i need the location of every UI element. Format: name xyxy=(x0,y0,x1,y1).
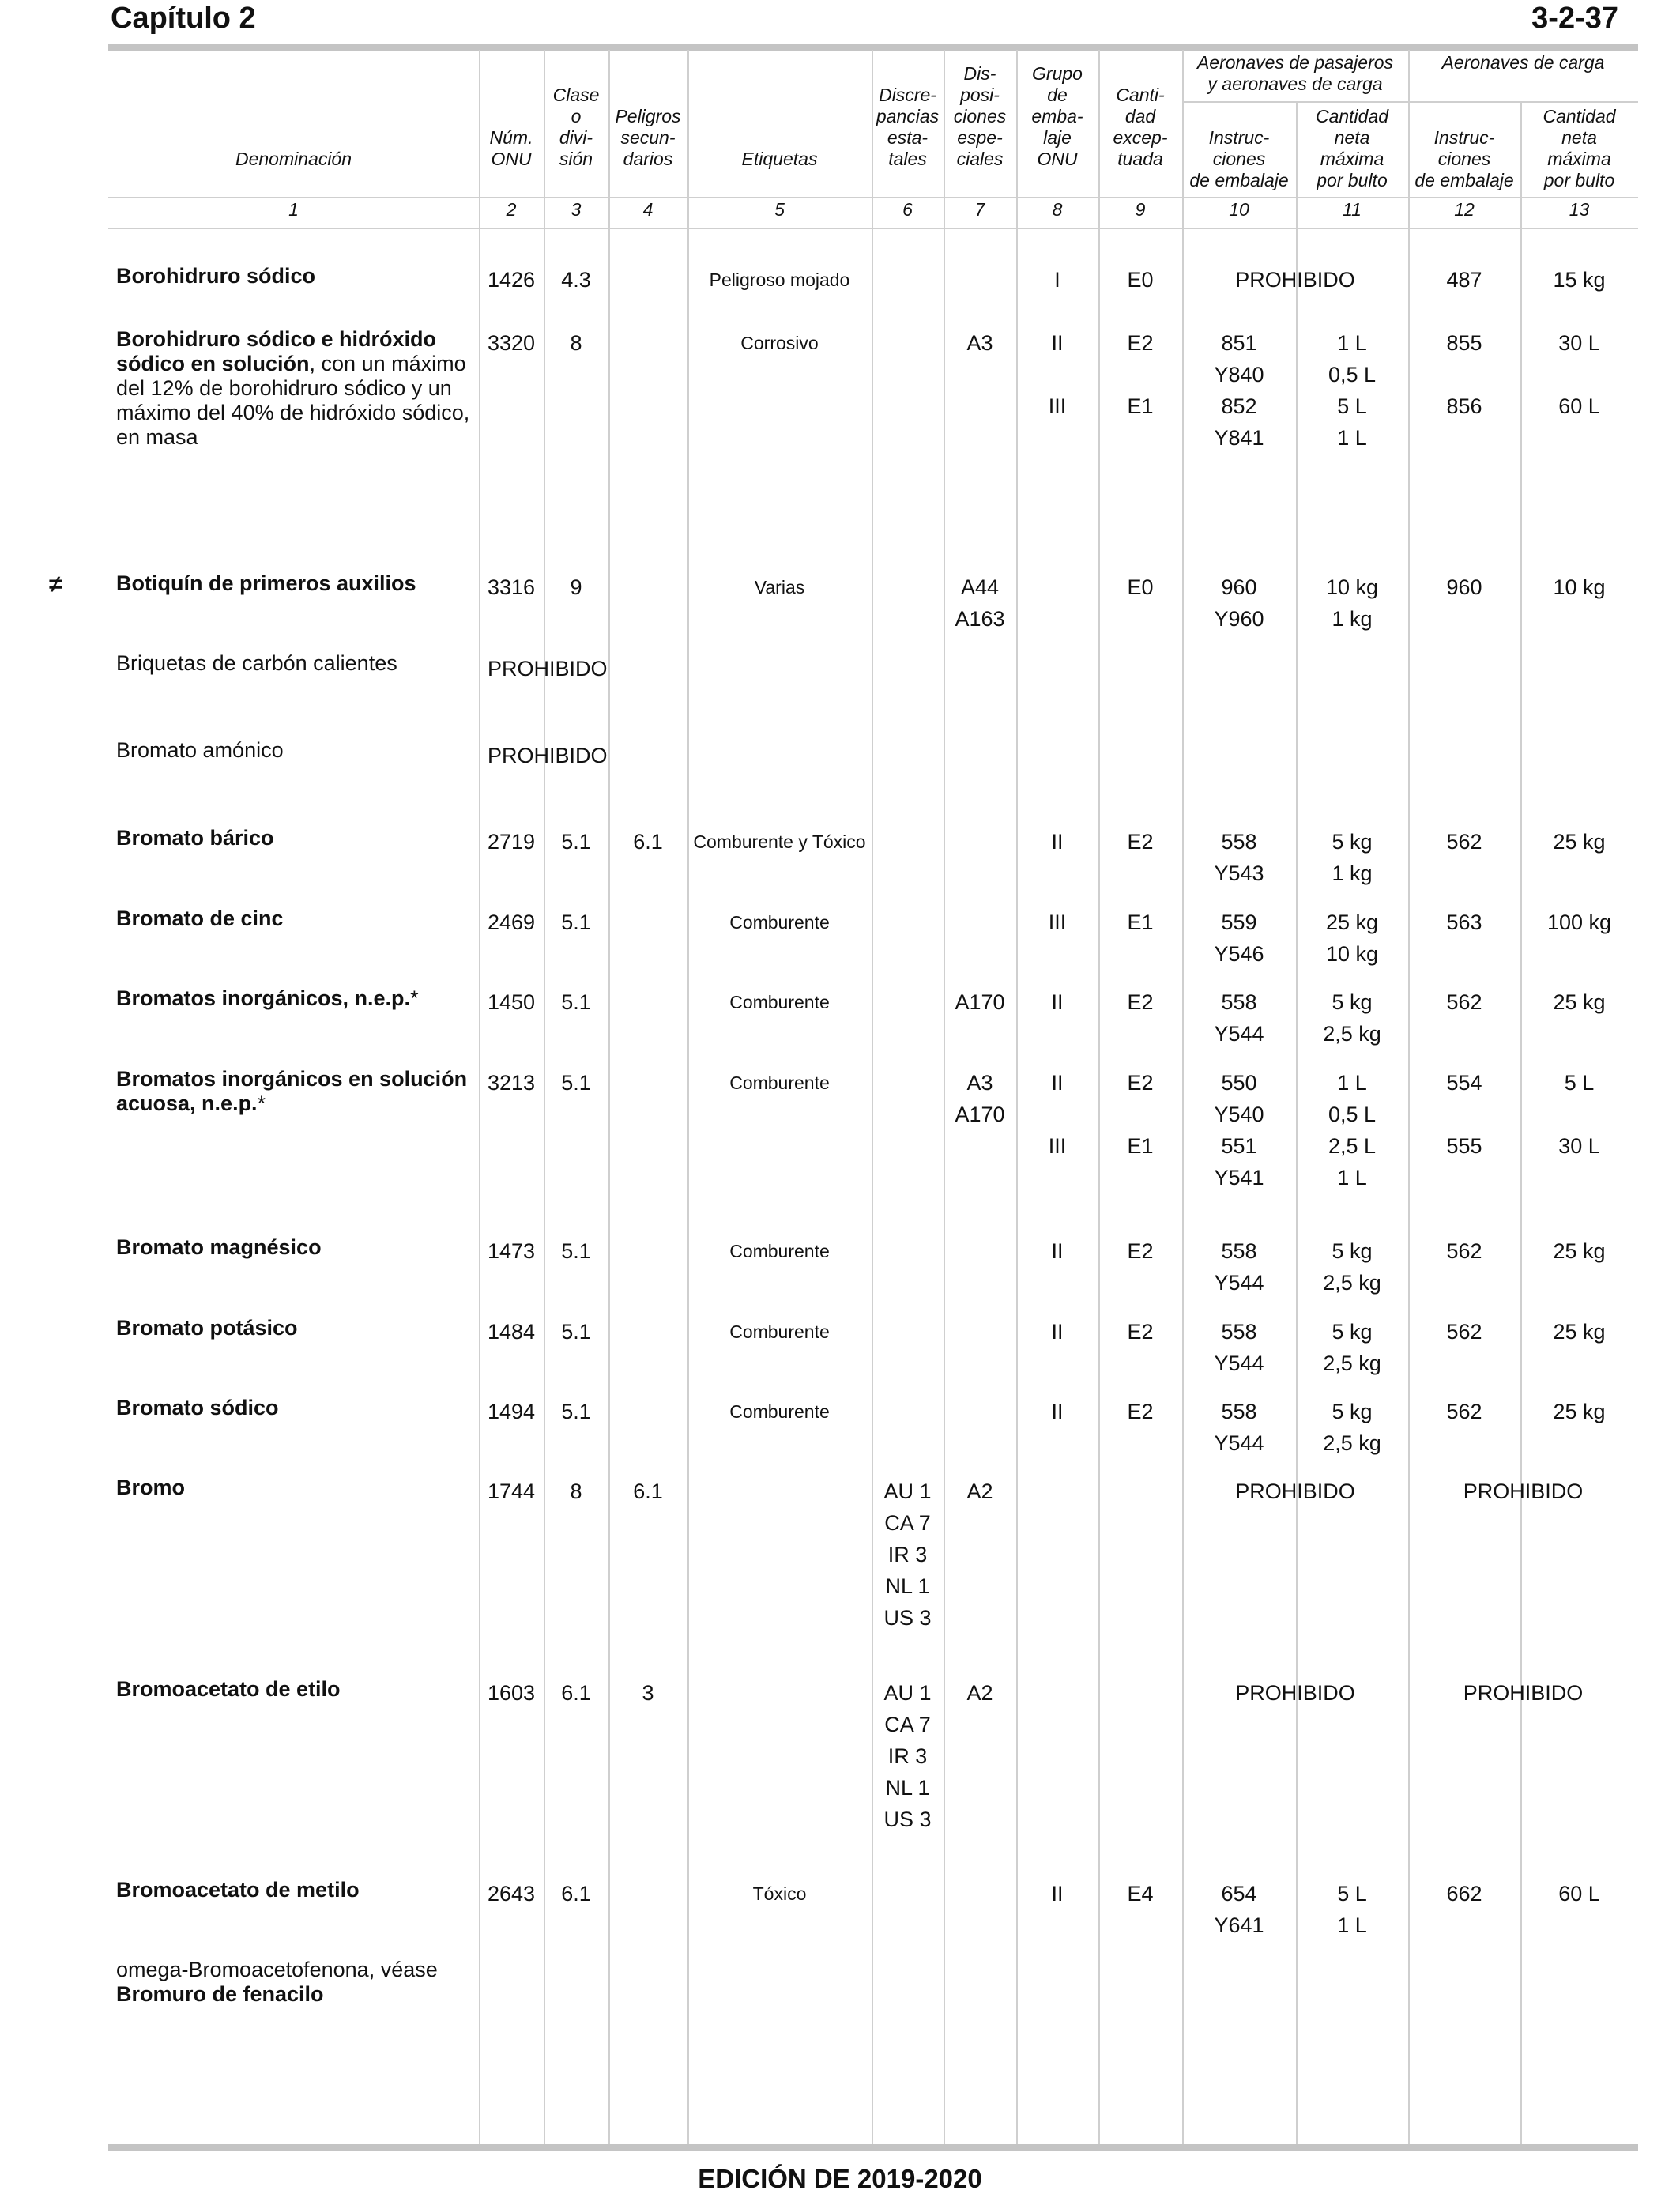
passenger-packing-instruction: 558 Y544 xyxy=(1214,990,1264,1046)
passenger-prohibited: PROHIBIDO xyxy=(1235,1480,1355,1503)
special-provisions: A2 xyxy=(966,1681,993,1705)
col-header-clase: Clase o divi- sión xyxy=(552,85,600,169)
passenger-max-quantity: 5 L 1 L xyxy=(1337,1882,1367,1937)
edition-footer: EDICIÓN DE 2019-2020 xyxy=(698,2164,982,2193)
passenger-packing-instruction: 558 Y544 xyxy=(1214,1400,1264,1455)
col-header-cant-carga: Cantidad neta máxima por bulto xyxy=(1543,106,1616,190)
un-number: 1494 xyxy=(487,1400,536,1423)
packing-group: II III xyxy=(1048,1071,1067,1158)
col-header-grupo: Grupo de emba- laje ONU xyxy=(1031,63,1083,169)
passenger-packing-instruction: 550 Y540 551 Y541 xyxy=(1214,1071,1264,1189)
passenger-max-quantity: 5 kg 2,5 kg xyxy=(1323,1239,1381,1295)
excepted-quantity: E2 xyxy=(1127,1239,1154,1263)
class-division: 5.1 xyxy=(561,1320,591,1344)
cargo-max-quantity: 25 kg xyxy=(1553,1320,1606,1344)
packing-group: II xyxy=(1051,830,1064,854)
substance-name: Bromato potásico xyxy=(116,1316,298,1340)
col-header-instr-carga: Instruc- ciones de embalaje xyxy=(1414,127,1514,190)
hazard-label: Comburente xyxy=(729,992,830,1012)
substance-name: Bromoacetato de metilo xyxy=(116,1878,360,1902)
hazard-label: Corrosivo xyxy=(740,333,819,353)
excepted-quantity: E0 xyxy=(1127,575,1154,599)
substance-name: Bromoacetato de etilo xyxy=(116,1677,341,1701)
un-number: 1484 xyxy=(487,1320,536,1344)
cargo-max-quantity: 15 kg xyxy=(1553,268,1606,292)
special-provisions: A3 xyxy=(966,331,993,355)
substance-name: Bromo xyxy=(116,1476,185,1499)
hazard-label: Comburente xyxy=(729,1241,830,1261)
passenger-max-quantity: 25 kg 10 kg xyxy=(1325,910,1379,966)
hazard-label: Peligroso mojado xyxy=(709,270,850,290)
passenger-packing-instruction: 558 Y543 xyxy=(1214,830,1264,885)
col-header-disposiciones: Dis- posi- ciones espe- ciales xyxy=(953,63,1007,169)
hazard-label: Comburente xyxy=(729,1072,830,1093)
class-division: 8 xyxy=(570,331,582,355)
un-number: 2469 xyxy=(487,910,536,934)
cargo-packing-instruction: 855 856 xyxy=(1446,331,1482,418)
col-header-discrepancias: Discre- pancias esta- tales xyxy=(876,85,940,169)
substance-name: Bromato sódico xyxy=(116,1396,279,1419)
class-division: 6.1 xyxy=(561,1882,591,1906)
class-division: 4.3 xyxy=(561,268,591,292)
un-number: 1473 xyxy=(487,1239,536,1263)
prohibited-text: PROHIBIDO xyxy=(488,657,608,680)
col-number: 10 xyxy=(1229,199,1249,220)
un-number: 3320 xyxy=(487,331,536,355)
excepted-quantity: E2 xyxy=(1127,990,1154,1014)
special-provisions: A44 A163 xyxy=(955,575,1005,631)
excepted-quantity: E2 xyxy=(1127,1320,1154,1344)
substance-name: Borohidruro sódico e hidróxido sódico en solución, con un máximo del 12% de borohidruro sódico y un máximo del 40% de hidróxido sódico, en masa xyxy=(116,327,470,449)
class-division: 5.1 xyxy=(561,1071,591,1095)
excepted-quantity: E2 E1 xyxy=(1127,331,1154,418)
cargo-max-quantity: 10 kg xyxy=(1553,575,1606,599)
packing-group: II xyxy=(1051,1882,1064,1906)
subsidiary-hazard: 6.1 xyxy=(633,1480,663,1503)
cargo-max-quantity: 5 L 30 L xyxy=(1558,1071,1600,1158)
col-header-peligros: Peligros secun- darios xyxy=(615,106,681,169)
passenger-packing-instruction: 559 Y546 xyxy=(1214,910,1264,966)
col-number: 4 xyxy=(642,199,654,220)
col-number: 9 xyxy=(1135,199,1146,220)
header-divider xyxy=(108,197,1638,198)
cargo-max-quantity: 25 kg xyxy=(1553,1239,1606,1263)
hazard-label: Tóxico xyxy=(752,1883,807,1904)
packing-group: II xyxy=(1051,1239,1064,1263)
class-division: 5.1 xyxy=(561,910,591,934)
hazard-label: Comburente xyxy=(729,912,830,933)
col-number: 12 xyxy=(1454,199,1475,220)
subsidiary-hazard: 6.1 xyxy=(633,830,663,854)
cargo-packing-instruction: 562 xyxy=(1446,990,1482,1014)
un-number: 1603 xyxy=(487,1681,536,1705)
header-divider xyxy=(108,228,1638,229)
special-provisions: A2 xyxy=(966,1480,993,1503)
passenger-max-quantity: 5 kg 2,5 kg xyxy=(1323,1320,1381,1375)
cargo-packing-instruction: 554 555 xyxy=(1446,1071,1482,1158)
passenger-prohibited: PROHIBIDO xyxy=(1235,1681,1355,1705)
passenger-prohibited: PROHIBIDO xyxy=(1235,268,1355,292)
special-provisions: A3 A170 xyxy=(955,1071,1005,1126)
col-group-carga: Aeronaves de carga xyxy=(1441,52,1605,73)
cargo-packing-instruction: 662 xyxy=(1446,1882,1482,1906)
col-number: 3 xyxy=(571,199,582,220)
cargo-packing-instruction: 562 xyxy=(1446,1320,1482,1344)
cargo-max-quantity: 25 kg xyxy=(1553,990,1606,1014)
un-number: 2719 xyxy=(487,830,536,854)
col-number: 11 xyxy=(1343,199,1362,220)
passenger-packing-instruction: 558 Y544 xyxy=(1214,1239,1264,1295)
passenger-packing-instruction: 654 Y641 xyxy=(1214,1882,1264,1937)
un-number: 2643 xyxy=(487,1882,536,1906)
passenger-max-quantity: 5 kg 2,5 kg xyxy=(1323,1400,1381,1455)
class-division: 5.1 xyxy=(561,1400,591,1423)
passenger-max-quantity: 5 kg 1 kg xyxy=(1332,830,1373,885)
excepted-quantity: E1 xyxy=(1127,910,1154,934)
passenger-max-quantity: 10 kg 1 kg xyxy=(1325,575,1379,631)
col-number: 2 xyxy=(506,199,517,220)
bottom-rule xyxy=(108,2144,1638,2151)
col-header-etiquetas: Etiquetas xyxy=(741,149,818,169)
cargo-packing-instruction: 960 xyxy=(1446,575,1482,599)
class-division: 5.1 xyxy=(561,990,591,1014)
un-number: 3316 xyxy=(487,575,536,599)
class-division: 9 xyxy=(570,575,582,599)
hazard-label: Comburente y Tóxico xyxy=(693,831,866,852)
packing-group: II xyxy=(1051,990,1064,1014)
un-number: 3213 xyxy=(487,1071,536,1095)
cargo-max-quantity: 25 kg xyxy=(1553,830,1606,854)
passenger-max-quantity: 1 L 0,5 L 2,5 L 1 L xyxy=(1328,1071,1377,1189)
un-number: 1426 xyxy=(487,268,536,292)
packing-group: II III xyxy=(1048,331,1067,418)
col-header-cantidad-exceptuada: Canti- dad excep- tuada xyxy=(1113,85,1168,169)
cargo-max-quantity: 25 kg xyxy=(1553,1400,1606,1423)
packing-group: III xyxy=(1048,910,1067,934)
col-header-instr-pas: Instruc- ciones de embalaje xyxy=(1189,127,1289,190)
un-number: 1450 xyxy=(487,990,536,1014)
class-division: 6.1 xyxy=(561,1681,591,1705)
substance-name: Bromato magnésico xyxy=(116,1235,322,1259)
passenger-packing-instruction: 960 Y960 xyxy=(1214,575,1264,631)
packing-group: II xyxy=(1051,1400,1064,1423)
col-number: 1 xyxy=(288,199,299,220)
excepted-quantity: E0 xyxy=(1127,268,1154,292)
group-header-divider xyxy=(1182,101,1638,103)
cargo-prohibited: PROHIBIDO xyxy=(1463,1681,1584,1705)
chapter-title: Capítulo 2 xyxy=(111,2,256,35)
col-number: 7 xyxy=(974,199,985,220)
prohibited-text: PROHIBIDO xyxy=(488,744,608,767)
cargo-packing-instruction: 562 xyxy=(1446,1400,1482,1423)
cargo-packing-instruction: 562 xyxy=(1446,830,1482,854)
cargo-packing-instruction: 563 xyxy=(1446,910,1482,934)
cargo-max-quantity: 30 L 60 L xyxy=(1558,331,1600,418)
page-number: 3-2-37 xyxy=(1531,2,1618,35)
un-number: 1744 xyxy=(487,1480,536,1503)
packing-group: I xyxy=(1054,268,1060,292)
class-division: 5.1 xyxy=(561,830,591,854)
substance-name: Bromatos inorgánicos, n.e.p.* xyxy=(116,986,419,1010)
excepted-quantity: E2 E1 xyxy=(1127,1071,1154,1158)
col-number: 6 xyxy=(902,199,913,220)
passenger-packing-instruction: 851 Y840 852 Y841 xyxy=(1214,331,1264,450)
col-number: 13 xyxy=(1569,199,1590,220)
passenger-packing-instruction: 558 Y544 xyxy=(1214,1320,1264,1375)
hazard-label: Comburente xyxy=(729,1321,830,1342)
substance-name: Bromatos inorgánicos en solución acuosa, n.e.p.* xyxy=(116,1067,468,1115)
cargo-max-quantity: 60 L xyxy=(1558,1882,1600,1906)
special-provisions: A170 xyxy=(955,990,1005,1014)
passenger-max-quantity: 1 L 0,5 L 5 L 1 L xyxy=(1328,331,1377,450)
cargo-packing-instruction: 562 xyxy=(1446,1239,1482,1263)
col-header-cant-pas: Cantidad neta máxima por bulto xyxy=(1315,106,1389,190)
excepted-quantity: E4 xyxy=(1127,1882,1154,1906)
packing-group: II xyxy=(1051,1320,1064,1344)
col-number: 8 xyxy=(1052,199,1063,220)
substance-name: Borohidruro sódico xyxy=(116,264,315,288)
subsidiary-hazard: 3 xyxy=(642,1681,654,1705)
class-division: 5.1 xyxy=(561,1239,591,1263)
state-variations: AU 1 CA 7 IR 3 NL 1 US 3 xyxy=(883,1480,932,1630)
passenger-max-quantity: 5 kg 2,5 kg xyxy=(1323,990,1381,1046)
col-number: 5 xyxy=(774,199,785,220)
substance-name: Bromato de cinc xyxy=(116,907,284,930)
substance-name: Bromato amónico xyxy=(116,738,284,762)
class-division: 8 xyxy=(570,1480,582,1503)
substance-name: Briquetas de carbón calientes xyxy=(116,651,397,675)
hazard-label: Comburente xyxy=(729,1401,830,1422)
cargo-packing-instruction: 487 xyxy=(1446,268,1482,292)
substance-name: Bromato bárico xyxy=(116,826,274,850)
col-header-num-onu: Núm. ONU xyxy=(489,127,533,169)
state-variations: AU 1 CA 7 IR 3 NL 1 US 3 xyxy=(883,1681,932,1831)
col-group-pasajeros: Aeronaves de pasajeros y aeronaves de carga xyxy=(1196,52,1394,94)
column-divider xyxy=(608,50,610,2146)
col-header-denominacion: Denominación xyxy=(235,149,352,169)
cargo-prohibited: PROHIBIDO xyxy=(1463,1480,1584,1503)
amendment-mark: ≠ xyxy=(49,571,62,598)
cargo-max-quantity: 100 kg xyxy=(1546,910,1612,934)
excepted-quantity: E2 xyxy=(1127,1400,1154,1423)
substance-name: omega-Bromoacetofenona, véase Bromuro de fenacilo xyxy=(116,1958,438,2006)
excepted-quantity: E2 xyxy=(1127,830,1154,854)
hazard-label: Varias xyxy=(754,577,805,598)
substance-name: Botiquín de primeros auxilios xyxy=(116,571,416,595)
